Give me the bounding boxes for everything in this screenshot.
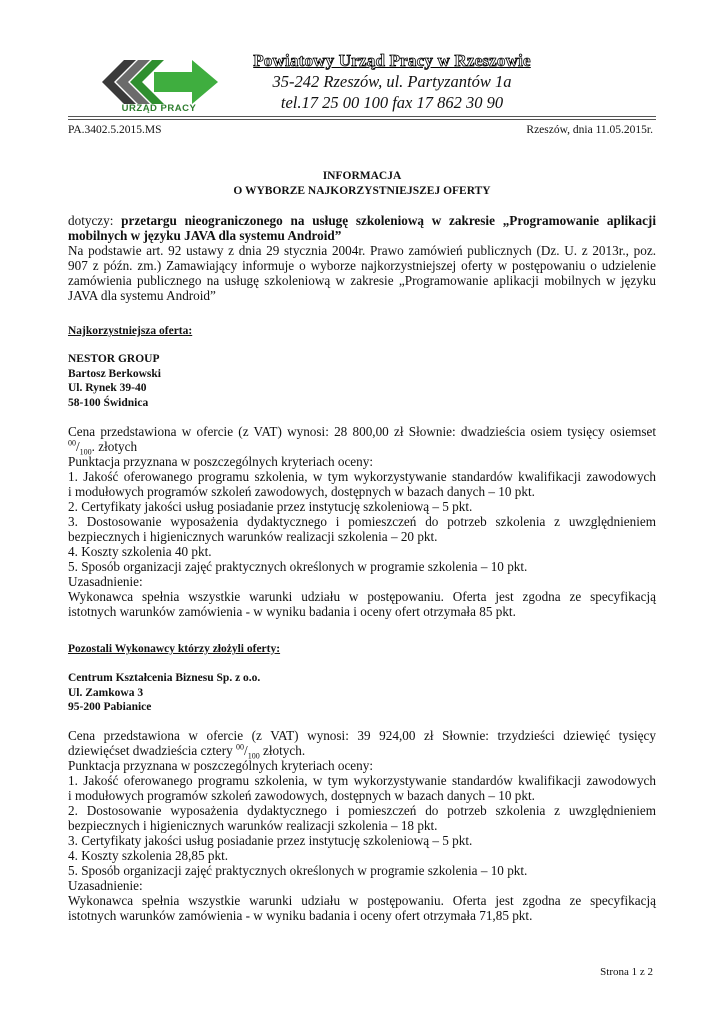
best-offer-criteria-line-3: 2. Certyfikaty jakości usług posiadanie przez instytucję szkoleniową – 5 pkt. — [68, 499, 473, 514]
other-offer-justification-line-1: Wykonawca spełnia wszystkie warunki udziału w postępowaniu. Oferta jest zgodna ze specyfikacją — [68, 893, 656, 908]
best-offer-company — [68, 352, 656, 410]
document-subtitle: O WYBORZE NAJKORZYSTNIEJSZEJ OFERTY — [233, 185, 491, 197]
best-offer-fraction-num: 00 — [68, 438, 76, 448]
best-offer-company-street: Ul. Rynek 39-40 — [68, 382, 147, 394]
other-offer-company-city: 95-200 Pabianice — [68, 701, 152, 713]
best-offer-criteria-line-5: bezpiecznych i higienicznych warunków realizacji szkolenia – 20 pkt. — [68, 529, 438, 544]
best-offer-criteria-line-4: 3. Dostosowanie wyposażenia dydaktycznego i pomieszczeń do potrzeb szkolenia z uwzględnieniem — [68, 514, 656, 529]
logo-text: URZĄD PRACY — [121, 103, 197, 114]
header-divider-top — [68, 116, 656, 117]
best-offer-fraction-den: 100 — [79, 447, 92, 457]
other-offer-details — [68, 728, 656, 923]
other-offer-criteria-line-3: 2. Dostosowanie wyposażenia dydaktycznego i pomieszczeń do potrzeb szkolenia z uwzględnieniem — [68, 803, 656, 818]
document-title: INFORMACJA — [322, 170, 402, 182]
other-offer-criteria-line-2: i modułowych programów szkoleń zawodowych, dostępnych w bazach danych – 10 pkt. — [68, 788, 535, 803]
best-offer-justification-line-1: Wykonawca spełnia wszystkie warunki udziału w postępowaniu. Oferta jest zgodna ze specyfikacją — [68, 589, 656, 604]
other-offer-criteria-line-4: bezpiecznych i higienicznych warunków realizacji szkolenia – 18 pkt. — [68, 818, 438, 833]
other-offer-price-line: Cena przedstawiona w ofercie (z VAT) wynosi: 39 924,00 zł Słownie: trzydzieści dziewięć tysięcy — [68, 728, 656, 743]
subject-section — [68, 213, 656, 303]
best-offer-company-city: 58-100 Świdnica — [68, 396, 149, 409]
subject-body-line-3: zamówienia publicznego na usługę szkoleniową w zakresie „Programowanie aplikacji mobilnych w języku — [68, 273, 656, 288]
other-offer-fraction-den: 100 — [247, 751, 260, 761]
office-name: Powiatowy Urząd Pracy w Rzeszowie — [253, 51, 531, 70]
best-offer-company-name: NESTOR GROUP — [68, 353, 160, 365]
page-number: Strona 1 z 2 — [600, 966, 653, 978]
other-offer-price-suffix: złotych. — [259, 743, 306, 758]
best-offer-company-owner: Bartosz Berkowski — [68, 367, 161, 380]
other-offer-company — [68, 671, 656, 715]
other-offer-company-name: Centrum Kształcenia Biznesu Sp. z o.o. — [68, 672, 261, 684]
subject-body-line-2: 907 z późn. zm.) Zamawiający informuje o wyborze najkorzystniejszej oferty w postępowaniu o udzielenie — [68, 258, 656, 273]
other-offer-criteria-line-5: 3. Certyfikaty jakości usług posiadanie przez instytucję szkoleniową – 5 pkt. — [68, 833, 473, 848]
other-offer-company-street: Ul. Zamkowa 3 — [68, 686, 144, 699]
best-offer-justification-label: Uzasadnienie: — [68, 574, 143, 589]
best-offer-criteria-line-6: 4. Koszty szkolenia 40 pkt. — [68, 544, 212, 559]
best-offer-heading: Najkorzystniejsza oferta: — [68, 325, 193, 337]
best-offer-price-suffix: . złotych — [91, 439, 138, 454]
other-offer-price-line-2: dziewięćset dwadzieścia cztery $^{00}/_{100}$ złotych. — [68, 742, 306, 761]
office-address: 35-242 Rzeszów, ul. Partyzantów 1a — [272, 72, 512, 91]
best-offer-details — [68, 424, 656, 619]
best-offer-criteria-line-7: 5. Sposób organizacji zajęć praktycznych określonych w programie szkolenia – 10 pkt. — [68, 559, 528, 574]
reference-number: PA.3402.5.2015.MS — [68, 124, 162, 136]
best-offer-criteria-line-1: 1. Jakość oferowanego programu szkolenia, w tym wykorzystywanie standardów kwalifikacji zawodowych — [68, 469, 656, 484]
other-offer-justification-line-2: istotnych warunków zamówienia - w wyniku badania i oceny ofert otrzymała 71,85 pkt. — [68, 908, 533, 923]
subject-body-line-1: Na podstawie art. 92 ustawy z dnia 29 stycznia 2004r. Prawo zamówień publicznych (Dz. U. z 2013r., poz. — [68, 243, 656, 258]
best-offer-justification-line-2: istotnych warunków zamówienia - w wyniku badania i oceny ofert otrzymała 85 pkt. — [68, 604, 516, 619]
subject-body-line-4: JAVA dla systemu Android” — [68, 288, 216, 303]
other-offer-criteria-line-6: 4. Koszty szkolenia 28,85 pkt. — [68, 848, 229, 863]
best-offer-criteria-line-2: i modułowych programów szkoleń zawodowych, dostępnych w bazach danych – 10 pkt. — [68, 484, 535, 499]
best-offer-price-fraction: $^{00}/_{100}$. złotych — [68, 438, 138, 457]
other-offer-criteria-line-1: 1. Jakość oferowanego programu szkolenia, w tym wykorzystywanie standardów kwalifikacji zawodowych — [68, 773, 656, 788]
other-offer-criteria-heading: Punktacja przyznana w poszczególnych kryteriach oceny: — [68, 758, 374, 773]
other-offer-price-prefix: dziewięćset dwadzieścia cztery — [68, 743, 237, 758]
subject-bold-line-2: mobilnych w języku JAVA dla systemu Android” — [68, 228, 342, 243]
subject-prefix: dotyczy: — [68, 213, 122, 228]
other-offer-criteria-line-7: 5. Sposób organizacji zajęć praktycznych określonych w programie szkolenia – 10 pkt. — [68, 863, 528, 878]
office-phone: tel.17 25 00 100 fax 17 862 30 90 — [280, 93, 504, 112]
subject-bold-line-1: przetargu nieograniczonego na usługę szkoleniową w zakresie „Programowanie aplikacji — [121, 213, 656, 228]
other-offers-heading: Pozostali Wykonawcy którzy złożyli oferty: — [68, 643, 281, 655]
best-offer-price-line: Cena przedstawiona w ofercie (z VAT) wynosi: 28 800,00 zł Słownie: dwadzieścia osiem tysięcy osiemset — [68, 424, 656, 439]
best-offer-criteria-heading: Punktacja przyznana w poszczególnych kryteriach oceny: — [68, 454, 374, 469]
other-offer-justification-label: Uzasadnienie: — [68, 878, 143, 893]
header-divider-bottom — [68, 119, 656, 120]
other-offer-fraction-num: 00 — [236, 742, 245, 752]
place-date: Rzeszów, dnia 11.05.2015r. — [526, 124, 653, 136]
